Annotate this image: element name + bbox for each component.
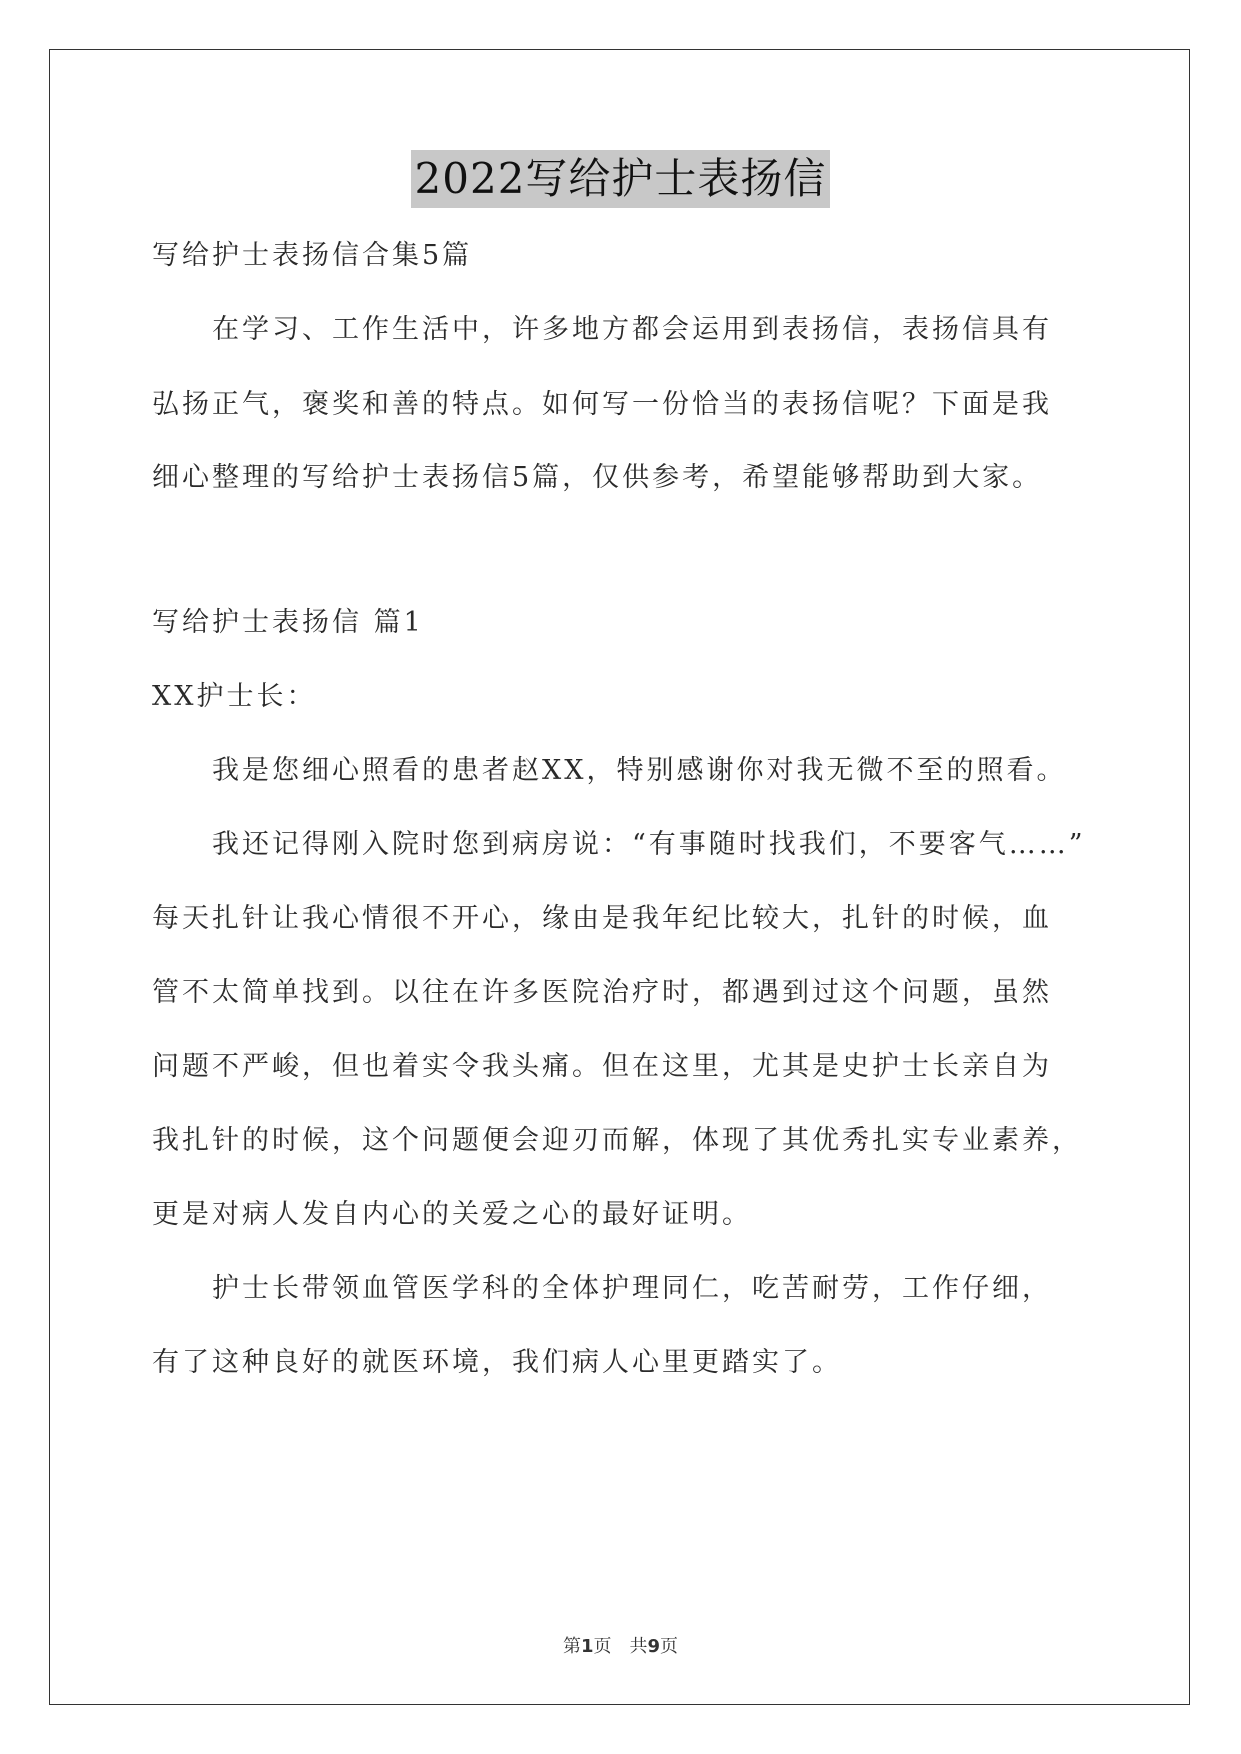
title-container bbox=[0, 150, 1241, 208]
footer-prefix: 第 bbox=[562, 1636, 581, 1657]
body-line: 我还记得刚入院时您到病房说：“有事随时找我们，不要客气……” bbox=[212, 829, 1086, 860]
subtitle: 写给护士表扬信合集5篇 bbox=[152, 240, 473, 271]
body-line: 管不太简单找到。以往在许多医院治疗时，都遇到过这个问题，虽然 bbox=[152, 977, 1052, 1008]
page-footer bbox=[0, 1632, 1241, 1658]
body-line: 我是您细心照看的患者赵XX，特别感谢你对我无微不至的照看。 bbox=[212, 755, 1067, 786]
footer-suffix: 页 bbox=[660, 1636, 679, 1657]
intro-line: 细心整理的写给护士表扬信5篇，仅供参考，希望能够帮助到大家。 bbox=[152, 462, 1043, 493]
body-line: 问题不严峻，但也着实令我头痛。但在这里，尤其是史护士长亲自为 bbox=[152, 1051, 1052, 1082]
total-page-number: 9 bbox=[647, 1636, 661, 1657]
intro-line: 在学习、工作生活中，许多地方都会运用到表扬信，表扬信具有 bbox=[212, 314, 1052, 345]
body-line: 有了这种良好的就医环境，我们病人心里更踏实了。 bbox=[152, 1347, 842, 1378]
footer-mid: 页 共 bbox=[593, 1636, 648, 1657]
current-page-number: 1 bbox=[580, 1636, 594, 1657]
intro-line: 弘扬正气，褒奖和善的特点。如何写一份恰当的表扬信呢？下面是我 bbox=[152, 389, 1052, 420]
section-heading: 写给护士表扬信 篇1 bbox=[152, 607, 424, 638]
body-line: 我扎针的时候，这个问题便会迎刃而解，体现了其优秀扎实专业素养， bbox=[152, 1125, 1082, 1156]
document-title: 2022写给护士表扬信 bbox=[411, 150, 831, 208]
body-line: 更是对病人发自内心的关爱之心的最好证明。 bbox=[152, 1199, 752, 1230]
body-line: 每天扎针让我心情很不开心，缘由是我年纪比较大，扎针的时候，血 bbox=[152, 903, 1052, 934]
body-line: 护士长带领血管医学科的全体护理同仁，吃苦耐劳，工作仔细， bbox=[212, 1273, 1052, 1304]
page-border bbox=[49, 49, 1190, 1705]
salutation: XX护士长： bbox=[152, 681, 317, 712]
